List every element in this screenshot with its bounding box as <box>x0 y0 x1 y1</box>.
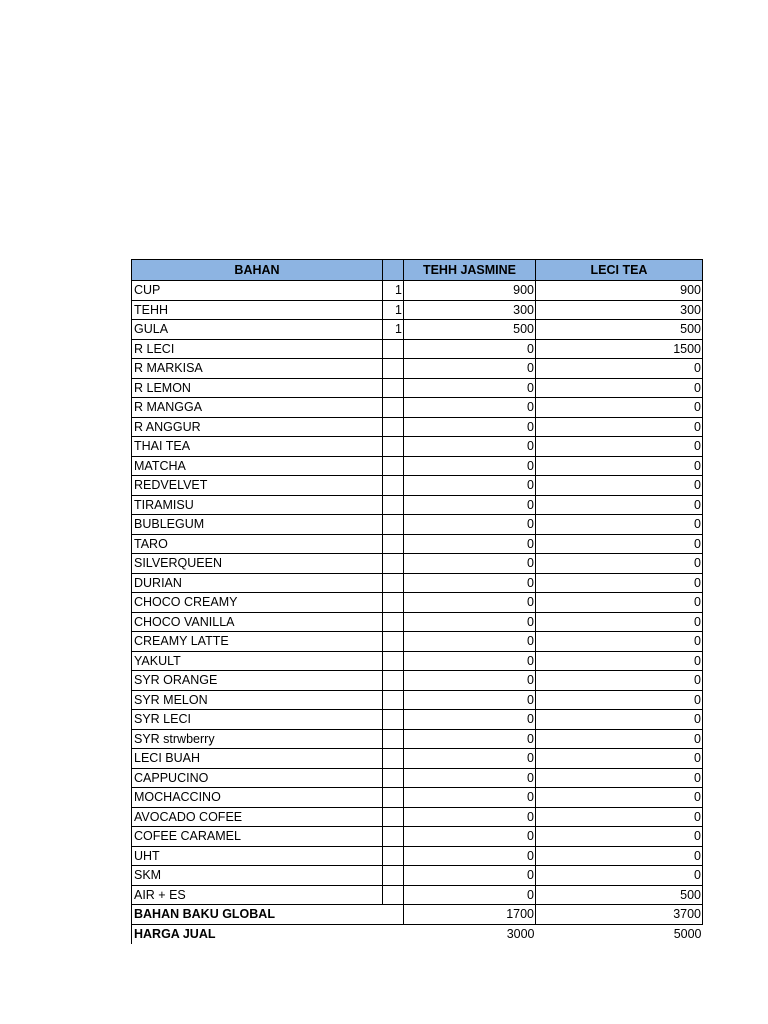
header-bahan[interactable]: BAHAN <box>132 260 383 281</box>
cell-leci-tea[interactable]: 0 <box>536 768 703 788</box>
cell-tehh-jasmine[interactable]: 0 <box>404 612 536 632</box>
cell-qty[interactable] <box>383 905 404 925</box>
cell-bahan[interactable]: TIRAMISU <box>132 495 383 515</box>
table-row <box>132 768 703 788</box>
cell-leci-tea[interactable]: 900 <box>536 281 703 301</box>
table-row <box>132 554 703 574</box>
cell-tehh-jasmine[interactable]: 0 <box>404 476 536 496</box>
cell-tehh-jasmine[interactable]: 0 <box>404 554 536 574</box>
cell-leci-tea[interactable]: 0 <box>536 827 703 847</box>
cell-qty[interactable] <box>383 495 404 515</box>
table-row <box>132 593 703 613</box>
table-row <box>132 456 703 476</box>
cell-tehh-jasmine[interactable]: 0 <box>404 671 536 691</box>
cell-bahan[interactable]: SYR ORANGE <box>132 671 383 691</box>
cell-qty[interactable] <box>383 339 404 359</box>
cell-tehh-jasmine[interactable]: 0 <box>404 788 536 808</box>
cell-tehh-jasmine[interactable]: 0 <box>404 398 536 418</box>
table-row <box>132 573 703 593</box>
cell-leci-tea[interactable]: 300 <box>536 300 703 320</box>
cell-qty[interactable]: 1 <box>383 281 404 301</box>
cell-leci-tea[interactable]: 0 <box>536 476 703 496</box>
cell-tehh-jasmine[interactable]: 0 <box>404 456 536 476</box>
cell-bahan[interactable]: CHOCO VANILLA <box>132 612 383 632</box>
cell-tehh-jasmine[interactable]: 0 <box>404 593 536 613</box>
cell-leci-tea[interactable]: 0 <box>536 554 703 574</box>
cell-tehh-jasmine[interactable]: 0 <box>404 573 536 593</box>
table-row <box>132 846 703 866</box>
cell-tehh-jasmine[interactable]: 0 <box>404 729 536 749</box>
table-row <box>132 320 703 340</box>
cell-tehh-jasmine[interactable]: 0 <box>404 846 536 866</box>
header-leci-tea[interactable]: LECI TEA <box>536 260 703 281</box>
cell-tehh-jasmine[interactable]: 0 <box>404 690 536 710</box>
cell-bahan[interactable]: MOCHACCINO <box>132 788 383 808</box>
cell-bahan[interactable]: CUP <box>132 281 383 301</box>
cell-leci-tea[interactable]: 3700 <box>536 905 703 925</box>
cell-bahan[interactable]: SILVERQUEEN <box>132 554 383 574</box>
cell-leci-tea[interactable]: 0 <box>536 651 703 671</box>
cell-tehh-jasmine[interactable]: 0 <box>404 749 536 769</box>
cell-leci-tea[interactable]: 0 <box>536 593 703 613</box>
cell-tehh-jasmine[interactable]: 3000 <box>404 924 536 944</box>
cell-leci-tea[interactable]: 500 <box>536 320 703 340</box>
cell-bahan[interactable]: AVOCADO COFEE <box>132 807 383 827</box>
table-row <box>132 300 703 320</box>
cell-tehh-jasmine[interactable]: 0 <box>404 417 536 437</box>
cell-qty[interactable] <box>383 612 404 632</box>
table-row <box>132 866 703 886</box>
cell-leci-tea[interactable]: 0 <box>536 573 703 593</box>
cell-bahan[interactable]: CHOCO CREAMY <box>132 593 383 613</box>
cell-qty[interactable] <box>383 359 404 379</box>
cell-qty[interactable] <box>383 476 404 496</box>
cell-qty[interactable] <box>383 846 404 866</box>
table-row <box>132 281 703 301</box>
cell-qty[interactable]: 1 <box>383 320 404 340</box>
table-row <box>132 378 703 398</box>
cell-qty[interactable] <box>383 593 404 613</box>
cell-leci-tea[interactable]: 0 <box>536 495 703 515</box>
cell-qty[interactable] <box>383 710 404 730</box>
cell-bahan[interactable]: TARO <box>132 534 383 554</box>
cell-leci-tea[interactable]: 0 <box>536 690 703 710</box>
cell-qty[interactable] <box>383 534 404 554</box>
cell-tehh-jasmine[interactable]: 1700 <box>404 905 536 925</box>
cell-tehh-jasmine[interactable]: 0 <box>404 359 536 379</box>
table-row <box>132 885 703 905</box>
cell-qty[interactable]: 1 <box>383 300 404 320</box>
cell-qty[interactable] <box>383 398 404 418</box>
table-row <box>132 729 703 749</box>
cell-leci-tea[interactable]: 0 <box>536 788 703 808</box>
table-row <box>132 515 703 535</box>
cell-bahan[interactable]: UHT <box>132 846 383 866</box>
cell-tehh-jasmine[interactable]: 0 <box>404 534 536 554</box>
table-row <box>132 807 703 827</box>
cell-bahan[interactable]: R MARKISA <box>132 359 383 379</box>
cell-leci-tea[interactable]: 0 <box>536 749 703 769</box>
cell-bahan[interactable]: REDVELVET <box>132 476 383 496</box>
cell-qty[interactable] <box>383 788 404 808</box>
cell-qty[interactable] <box>383 554 404 574</box>
table-row <box>132 749 703 769</box>
cell-qty[interactable] <box>383 768 404 788</box>
table-row <box>132 671 703 691</box>
cell-leci-tea[interactable]: 500 <box>536 885 703 905</box>
cell-bahan[interactable]: SYR MELON <box>132 690 383 710</box>
cell-leci-tea[interactable]: 0 <box>536 359 703 379</box>
cell-qty[interactable] <box>383 437 404 457</box>
cell-bahan[interactable]: SYR LECI <box>132 710 383 730</box>
cell-qty[interactable] <box>383 690 404 710</box>
cell-qty[interactable] <box>383 729 404 749</box>
cell-leci-tea[interactable]: 0 <box>536 866 703 886</box>
table-row <box>132 710 703 730</box>
cell-bahan[interactable]: MATCHA <box>132 456 383 476</box>
cell-bahan[interactable]: CREAMY LATTE <box>132 632 383 652</box>
cell-tehh-jasmine[interactable]: 0 <box>404 632 536 652</box>
table-row <box>132 417 703 437</box>
cell-leci-tea[interactable]: 0 <box>536 378 703 398</box>
cell-qty[interactable] <box>383 827 404 847</box>
table-row <box>132 437 703 457</box>
cell-tehh-jasmine[interactable]: 0 <box>404 437 536 457</box>
cell-qty[interactable] <box>383 924 404 944</box>
cell-bahan[interactable]: AIR + ES <box>132 885 383 905</box>
cell-bahan[interactable]: BAHAN BAKU GLOBAL <box>132 905 383 925</box>
table-row <box>132 476 703 496</box>
cell-tehh-jasmine[interactable]: 0 <box>404 339 536 359</box>
cell-qty[interactable] <box>383 632 404 652</box>
header-qty[interactable] <box>383 260 404 281</box>
cell-bahan[interactable]: BUBLEGUM <box>132 515 383 535</box>
table-row <box>132 359 703 379</box>
cell-bahan[interactable]: COFEE CARAMEL <box>132 827 383 847</box>
cell-bahan[interactable]: THAI TEA <box>132 437 383 457</box>
cell-qty[interactable] <box>383 515 404 535</box>
cell-leci-tea[interactable]: 0 <box>536 612 703 632</box>
table-row <box>132 788 703 808</box>
cell-leci-tea[interactable]: 0 <box>536 671 703 691</box>
cell-bahan[interactable]: TEHH <box>132 300 383 320</box>
cell-tehh-jasmine[interactable]: 0 <box>404 515 536 535</box>
cell-leci-tea[interactable]: 0 <box>536 729 703 749</box>
cell-qty[interactable] <box>383 573 404 593</box>
table-row <box>132 534 703 554</box>
header-tehh-jasmine[interactable]: TEHH JASMINE <box>404 260 536 281</box>
cell-tehh-jasmine[interactable]: 0 <box>404 827 536 847</box>
cell-leci-tea[interactable]: 0 <box>536 398 703 418</box>
cell-bahan[interactable]: R MANGGA <box>132 398 383 418</box>
cell-tehh-jasmine[interactable]: 900 <box>404 281 536 301</box>
cell-qty[interactable] <box>383 671 404 691</box>
header-row <box>132 260 703 281</box>
table-row <box>132 651 703 671</box>
cell-tehh-jasmine[interactable]: 0 <box>404 885 536 905</box>
cell-leci-tea[interactable]: 0 <box>536 417 703 437</box>
cell-leci-tea[interactable]: 0 <box>536 632 703 652</box>
cell-tehh-jasmine[interactable]: 500 <box>404 320 536 340</box>
cell-qty[interactable] <box>383 866 404 886</box>
table-row <box>132 612 703 632</box>
cell-tehh-jasmine[interactable]: 0 <box>404 651 536 671</box>
cell-leci-tea[interactable]: 0 <box>536 807 703 827</box>
table-row <box>132 495 703 515</box>
cell-tehh-jasmine[interactable]: 0 <box>404 710 536 730</box>
cell-bahan[interactable]: R ANGGUR <box>132 417 383 437</box>
cell-leci-tea[interactable]: 0 <box>536 456 703 476</box>
cell-tehh-jasmine[interactable]: 0 <box>404 807 536 827</box>
cell-bahan[interactable]: GULA <box>132 320 383 340</box>
cell-leci-tea[interactable]: 0 <box>536 710 703 730</box>
cell-tehh-jasmine[interactable]: 0 <box>404 378 536 398</box>
ingredient-cost-table <box>131 259 703 944</box>
cell-leci-tea[interactable]: 0 <box>536 846 703 866</box>
cell-bahan[interactable]: YAKULT <box>132 651 383 671</box>
table-row <box>132 827 703 847</box>
summary-row <box>132 905 703 925</box>
cell-tehh-jasmine[interactable]: 0 <box>404 495 536 515</box>
table-header <box>132 260 703 281</box>
summary-row <box>132 924 703 944</box>
table-body <box>132 281 703 944</box>
cell-qty[interactable] <box>383 885 404 905</box>
cell-qty[interactable] <box>383 749 404 769</box>
cell-tehh-jasmine[interactable]: 300 <box>404 300 536 320</box>
cell-bahan[interactable]: SYR strwberry <box>132 729 383 749</box>
cell-qty[interactable] <box>383 456 404 476</box>
cell-bahan[interactable]: CAPPUCINO <box>132 768 383 788</box>
cell-bahan[interactable]: SKM <box>132 866 383 886</box>
cell-leci-tea[interactable]: 0 <box>536 437 703 457</box>
table-row <box>132 339 703 359</box>
cell-bahan[interactable]: R LECI <box>132 339 383 359</box>
table-row <box>132 690 703 710</box>
cell-bahan[interactable]: HARGA JUAL <box>132 924 383 944</box>
cell-qty[interactable] <box>383 378 404 398</box>
cell-bahan[interactable]: DURIAN <box>132 573 383 593</box>
cell-leci-tea[interactable]: 5000 <box>536 924 703 944</box>
cell-qty[interactable] <box>383 651 404 671</box>
cell-leci-tea[interactable]: 0 <box>536 515 703 535</box>
cell-tehh-jasmine[interactable]: 0 <box>404 768 536 788</box>
cell-qty[interactable] <box>383 807 404 827</box>
table-row <box>132 398 703 418</box>
cell-tehh-jasmine[interactable]: 0 <box>404 866 536 886</box>
cell-leci-tea[interactable]: 0 <box>536 534 703 554</box>
cell-leci-tea[interactable]: 1500 <box>536 339 703 359</box>
cell-qty[interactable] <box>383 417 404 437</box>
table-row <box>132 632 703 652</box>
cell-bahan[interactable]: R LEMON <box>132 378 383 398</box>
cell-bahan[interactable]: LECI BUAH <box>132 749 383 769</box>
